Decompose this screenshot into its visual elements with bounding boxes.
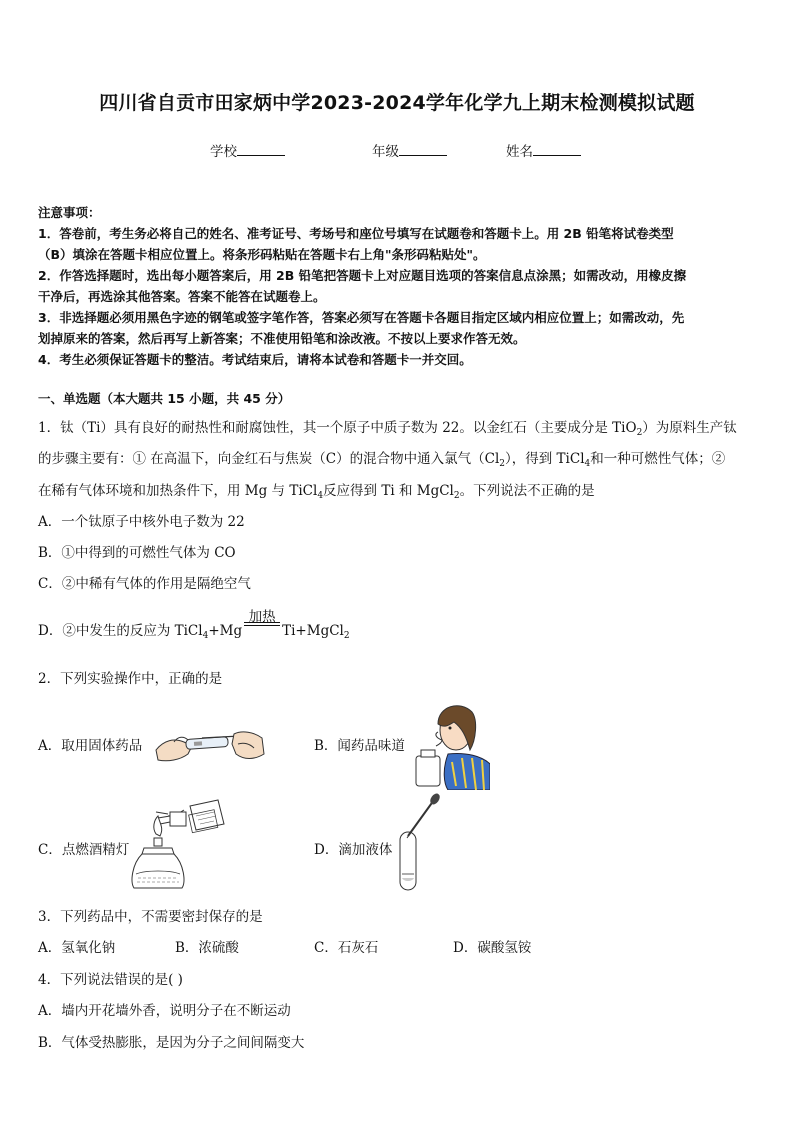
notice-heading: 注意事项： [38,205,101,220]
section-heading: 一、单选题（本大题共 15 小题，共 45 分） [38,391,291,406]
notice-line: 干净后，再选涂其他答案。答案不能答在试题卷上。 [38,289,326,304]
q3-stem: 3．下列药品中，不需要密封保存的是 [38,909,263,925]
smell-chemical-illustration [412,700,490,790]
grade-label: 年级 [372,144,399,160]
grade-field [372,140,447,160]
name-label: 姓名 [506,144,533,160]
notice-line: 1．答卷前，考生务必将自己的姓名、准考证号、考场号和座位号填写在试题卷和答题卡上。用 2B 铅笔将试卷类型 [38,226,674,241]
name-field [506,140,581,160]
school-field [210,140,285,160]
q2-option-b: B．闻药品味道 [314,738,405,754]
reaction-condition: 加热 [242,623,282,639]
q3-option-d: D．碳酸氢铵 [453,940,532,956]
grade-blank [399,143,447,156]
q4-stem: 4．下列说法错误的是( ) [38,972,183,988]
q3-option-a: A．氢氧化钠 [38,940,116,956]
test-tube-solid-illustration [154,720,266,770]
school-blank [237,143,285,156]
q1-option-d: D．②中发生的反应为 TiCl$_4$+Mg 加热 Ti+MgCl$_2$ [38,609,350,641]
q4-option-b: B．气体受热膨胀，是因为分子之间间隔变大 [38,1035,305,1051]
q2-option-c: C．点燃酒精灯 [38,842,130,858]
q3-option-b: B．浓硫酸 [175,940,239,956]
q1-option-b: B．①中得到的可燃性气体为 CO [38,545,236,561]
q3-option-c: C．石灰石 [314,940,379,956]
q2-stem: 2．下列实验操作中，正确的是 [38,671,223,687]
page-title: 四川省自贡市田家炳中学2023-2024学年化学九上期末检测模拟试题 [99,92,695,114]
q1-option-c: C．②中稀有气体的作用是隔绝空气 [38,576,251,592]
q1-stem-line1: 1．钛（Ti）具有良好的耐热性和耐腐蚀性，其一个原子中质子数为 22。以金红石（主要成分是 TiO$_2$）为原料生产钛 [38,420,737,438]
q4-option-a: A．墙内开花墙外香，说明分子在不断运动 [38,1003,291,1019]
q2-option-d: D．滴加液体 [314,842,393,858]
notice-line: 2．作答选择题时，选出每小题答案后，用 2B 铅笔把答题卡上对应题目选项的答案信息点涂黑；如需改动，用橡皮擦 [38,268,687,283]
school-label: 学校 [210,144,237,160]
q2-option-a: A．取用固体药品 [38,738,143,754]
notice-line: 划掉原来的答案，然后再写上新答案；不准使用铅笔和涂改液。不按以上要求作答无效。 [38,331,526,346]
dropper-test-tube-illustration [394,792,442,894]
alcohol-lamp-illustration [124,798,226,894]
name-blank [533,143,581,156]
notice-line: 3．非选择题必须用黑色字迹的钢笔或签字笔作答，答案必须写在答题卡各题目指定区域内相应位置上；如需改动，先 [38,310,685,325]
notice-line: （B）填涂在答题卡相应位置上。将条形码粘贴在答题卡右上角"条形码粘贴处"。 [38,247,486,262]
q1-stem-line2: 的步骤主要有：① 在高温下，向金红石与焦炭（C）的混合物中通入氯气$(Cl_2)$，得到 TiCl$_4$和一种可燃性气体；② [38,451,726,469]
q1-stem-line3: 在稀有气体环境和加热条件下，用 Mg 与 TiCl$_4$反应得到 Ti 和 MgCl$_2$。下列说法不正确的是 [38,483,595,501]
notice-line: 4．考生必须保证答题卡的整洁。考试结束后，请将本试卷和答题卡一并交回。 [38,352,472,367]
q1-option-a: A．一个钛原子中核外电子数为 22 [38,514,245,530]
